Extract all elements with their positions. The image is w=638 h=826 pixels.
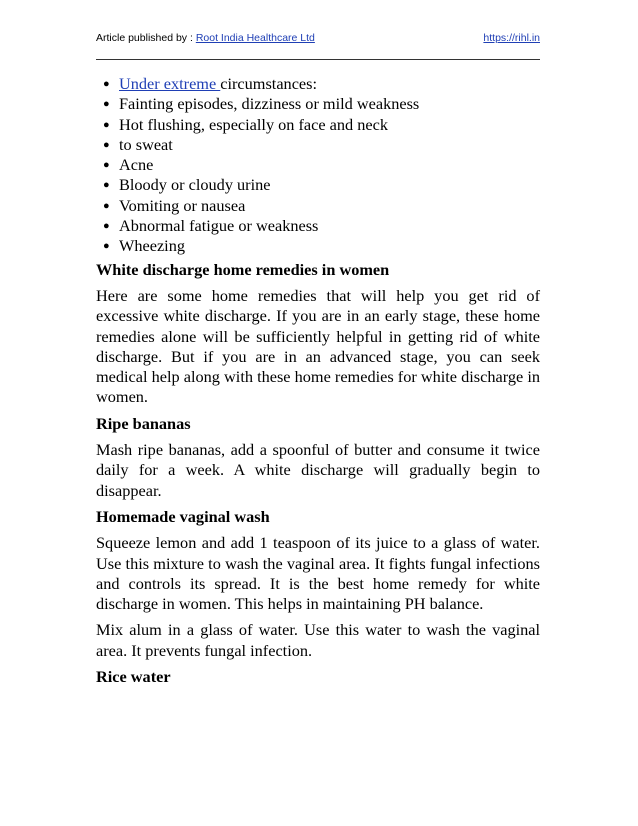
bullet-icon: ● xyxy=(103,78,110,90)
site-url-link[interactable]: https://rihl.in xyxy=(483,32,540,44)
list-item-text: Bloody or cloudy urine xyxy=(119,175,271,195)
vaginal-wash-paragraph: Squeeze lemon and add 1 teaspoon of its juice to a glass of water. Use this mixture to wash the vaginal area. It fights fungal infections and controls its spread. It is the best home remedy for white discharge in women. This helps in maintaining PH balance. xyxy=(96,533,540,614)
alum-paragraph: Mix alum in a glass of water. Use this water to wash the vaginal area. It prevents fungal infection. xyxy=(96,620,540,660)
rice-water-heading: Rice water xyxy=(96,667,171,687)
page-header xyxy=(96,32,540,44)
bullet-icon: ● xyxy=(103,98,110,111)
remedies-heading: White discharge home remedies in women xyxy=(96,259,390,279)
bullet-icon: ● xyxy=(103,240,110,253)
list-item-text: Hot flushing, especially on face and neck xyxy=(119,114,388,134)
list-item xyxy=(96,196,540,216)
list-item xyxy=(96,135,540,155)
list-item xyxy=(96,115,540,135)
list-item-text: circumstances: xyxy=(220,74,318,93)
under-extreme-link[interactable]: Under extreme xyxy=(119,74,221,93)
bullet-icon: ● xyxy=(103,138,110,151)
list-item xyxy=(96,74,540,94)
list-item xyxy=(96,236,540,256)
list-item xyxy=(96,155,540,175)
vaginal-wash-heading: Homemade vaginal wash xyxy=(96,506,270,526)
symptom-list xyxy=(96,74,540,257)
list-item-text: Fainting episodes, dizziness or mild weakness xyxy=(119,94,420,114)
bananas-heading: Ripe bananas xyxy=(96,413,191,433)
bullet-icon: ● xyxy=(103,118,110,131)
publisher-line xyxy=(96,32,315,44)
list-item xyxy=(96,216,540,236)
bullet-icon: ● xyxy=(103,159,110,172)
list-item xyxy=(96,175,540,195)
publisher-prefix: Article published by : xyxy=(96,32,196,44)
bananas-paragraph: Mash ripe bananas, add a spoonful of butter and consume it twice daily for a week. A white discharge will gradually begin to disappear. xyxy=(96,440,540,500)
list-item-text: Acne xyxy=(119,155,154,175)
article-body xyxy=(96,74,540,693)
list-item-text: Wheezing xyxy=(119,236,185,256)
bullet-icon: ● xyxy=(103,199,110,212)
bullet-icon: ● xyxy=(103,179,110,192)
list-item-text: to sweat xyxy=(119,134,173,154)
bullet-icon: ● xyxy=(103,220,110,233)
remedies-paragraph: Here are some home remedies that will help you get rid of excessive white discharge. If you are in an early stage, these home remedies alone will be sufficiently helpful in getting rid of white discharge. But if you are in an advanced stage, you can seek medical help along with these home remedies for white discharge in women. xyxy=(96,285,540,407)
publisher-link[interactable]: Root India Healthcare Ltd xyxy=(195,32,315,44)
list-item xyxy=(96,94,540,114)
header-divider xyxy=(96,59,540,60)
list-item-text: Vomiting or nausea xyxy=(119,195,246,215)
list-item-text: Abnormal fatigue or weakness xyxy=(119,216,319,236)
